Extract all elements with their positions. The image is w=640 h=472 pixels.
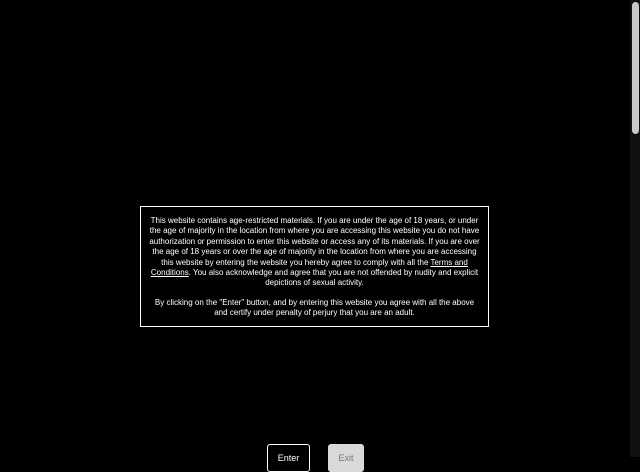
enter-button[interactable]: Enter: [267, 444, 310, 472]
scrollbar-thumb[interactable]: [632, 2, 639, 134]
age-disclaimer-box: [140, 206, 489, 327]
terms-and-conditions-link[interactable]: Terms and Conditions: [150, 257, 468, 278]
disclaimer-paragraph-2: By clicking on the "Enter" button, and by entering this website you agree with all the above and certify under penalty of perjury that you are an adult.: [154, 297, 475, 318]
exit-button[interactable]: Exit: [328, 444, 364, 472]
disclaimer-paragraph-1: [149, 216, 480, 289]
disclaimer-text-intro: This website contains age-restricted materials. If you are under the age of 18 years, or under the age of majority in the location from where you are accessing this website you do not have authorization or permission to enter this website or access any of its materials. If you are over the age of 18 years or over the age of majority in the location from where you are accessing this website by entering the website you hereby agree to comply with all the: [149, 216, 480, 267]
disclaimer-text-outro: . You also acknowledge and agree that you are not offended by nudity and explicit depictions of sexual activity.: [188, 268, 479, 288]
vertical-scrollbar[interactable]: [630, 0, 640, 457]
